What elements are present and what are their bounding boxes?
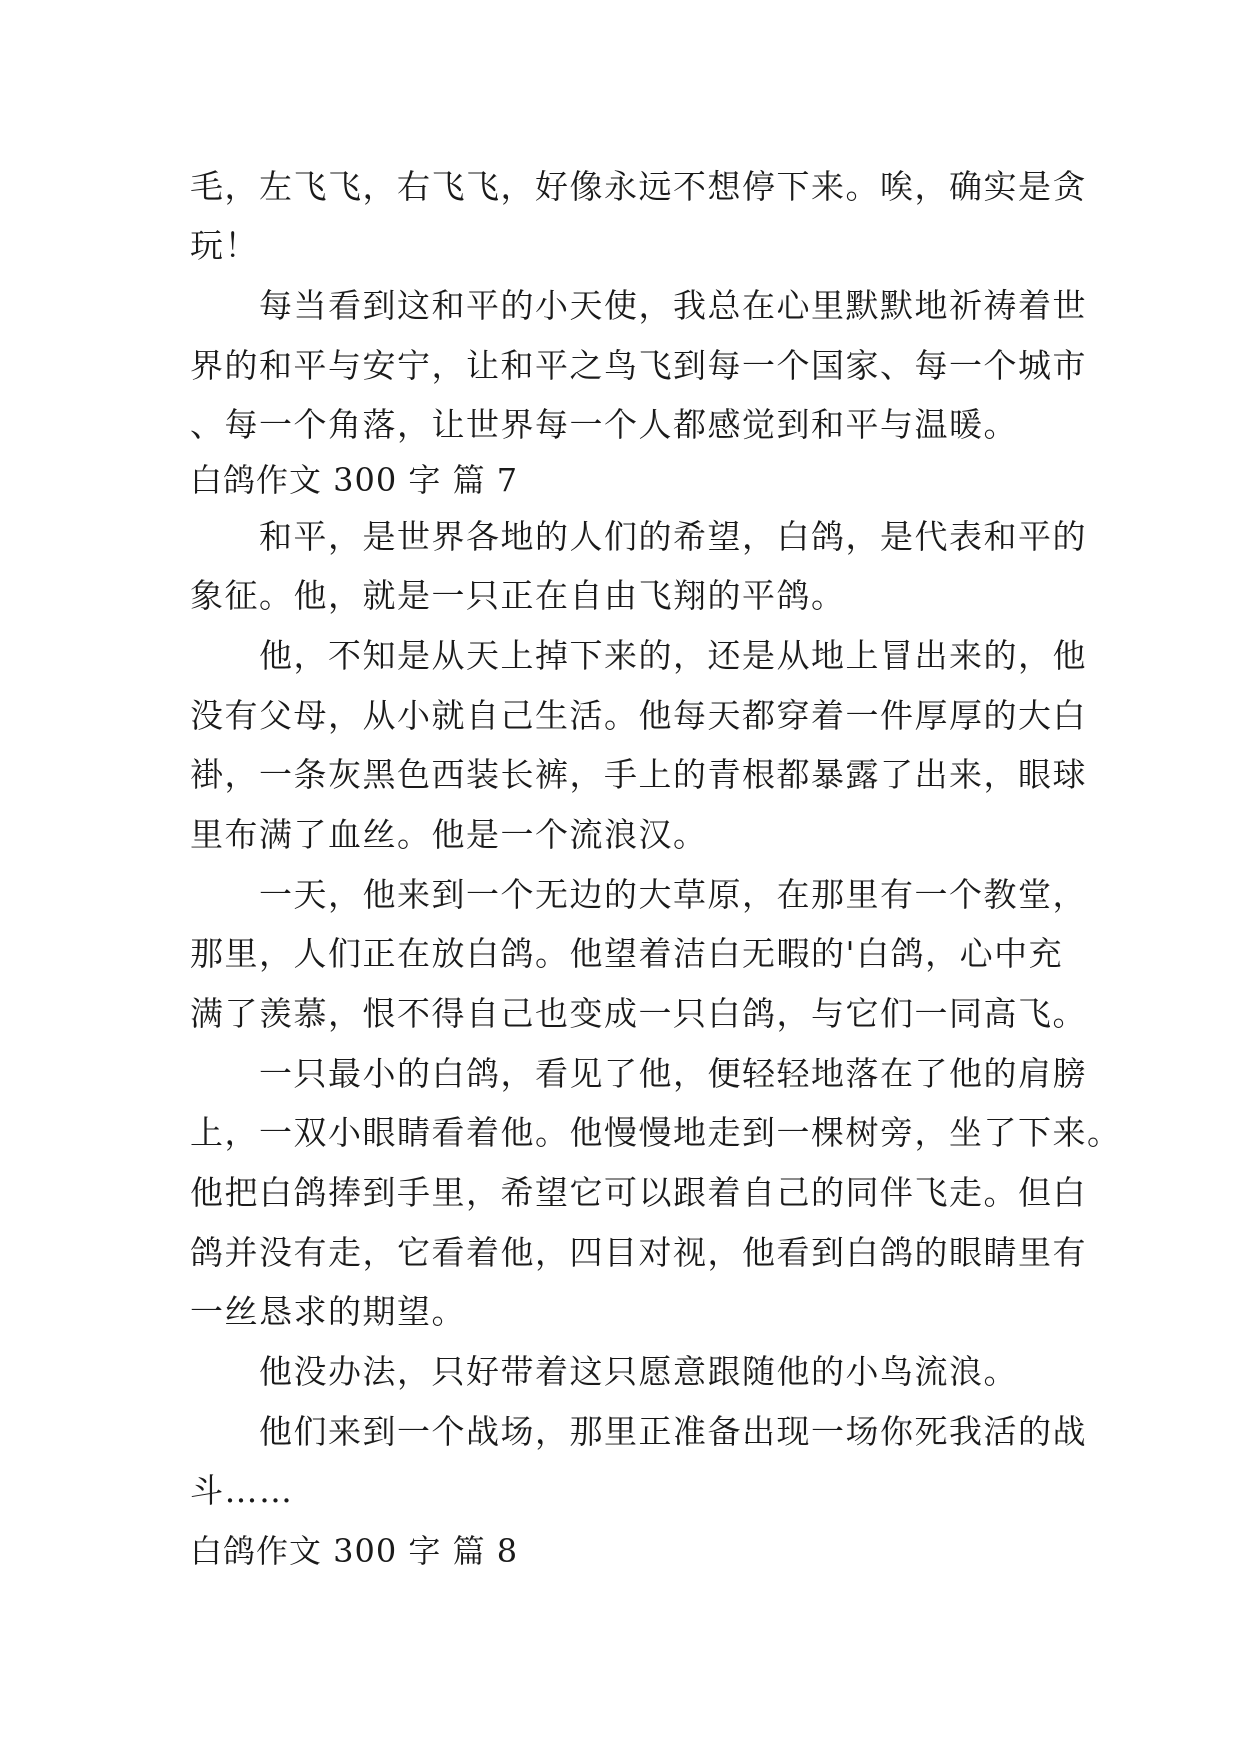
paragraph-line: 玩！: [190, 226, 259, 265]
paragraph-line: 毛，左飞飞，右飞飞，好像永远不想停下来。唉，确实是贪: [190, 167, 1087, 206]
paragraph-line: 里布满了血丝。他是一个流浪汉。: [190, 815, 708, 854]
paragraph-line: 象征。他，就是一只正在自由飞翔的平鸽。: [190, 576, 846, 615]
paragraph-line: 界的和平与安宁，让和平之鸟飞到每一个国家、每一个城市: [190, 346, 1087, 385]
paragraph-line: 褂，一条灰黑色西装长裤，手上的青根都暴露了出来，眼球: [190, 755, 1087, 794]
paragraph-line: 和平，是世界各地的人们的希望，白鸽，是代表和平的: [190, 517, 1087, 556]
paragraph-line: 一天，他来到一个无边的大草原，在那里有一个教堂，: [190, 875, 1087, 914]
paragraph-line: 没有父母，从小就自己生活。他每天都穿着一件厚厚的大白: [190, 696, 1087, 735]
paragraph-line: 他，不知是从天上掉下来的，还是从地上冒出来的，他: [190, 636, 1087, 675]
paragraph-line: 那里，人们正在放白鸽。他望着洁白无暇的'白鸽，心中充: [190, 934, 1064, 973]
paragraph-line: 每当看到这和平的小天使，我总在心里默默地祈祷着世: [190, 286, 1087, 325]
paragraph-line: 斗……: [190, 1471, 294, 1510]
paragraph-line: 他没办法，只好带着这只愿意跟随他的小鸟流浪。: [190, 1352, 1018, 1391]
paragraph-line: 他把白鸽捧到手里，希望它可以跟着自己的同伴飞走。但白: [190, 1173, 1087, 1212]
paragraph-line: 一丝恳求的期望。: [190, 1292, 466, 1331]
paragraph-line: 一只最小的白鸽，看见了他，便轻轻地落在了他的肩膀: [190, 1054, 1087, 1093]
section-heading-8: 白鸽作文 300 字 篇 8: [190, 1532, 519, 1570]
section-heading-7: 白鸽作文 300 字 篇 7: [190, 461, 519, 499]
paragraph-line: 他们来到一个战场，那里正准备出现一场你死我活的战: [190, 1412, 1087, 1451]
paragraph-line: 上，一双小眼睛看着他。他慢慢地走到一棵树旁，坐了下来。: [190, 1113, 1122, 1152]
paragraph-line: 、每一个角落，让世界每一个人都感觉到和平与温暖。: [190, 405, 1018, 444]
paragraph-line: 鸽并没有走，它看着他，四目对视，他看到白鸽的眼睛里有: [190, 1233, 1087, 1272]
paragraph-line: 满了羡慕，恨不得自己也变成一只白鸽，与它们一同高飞。: [190, 994, 1087, 1033]
